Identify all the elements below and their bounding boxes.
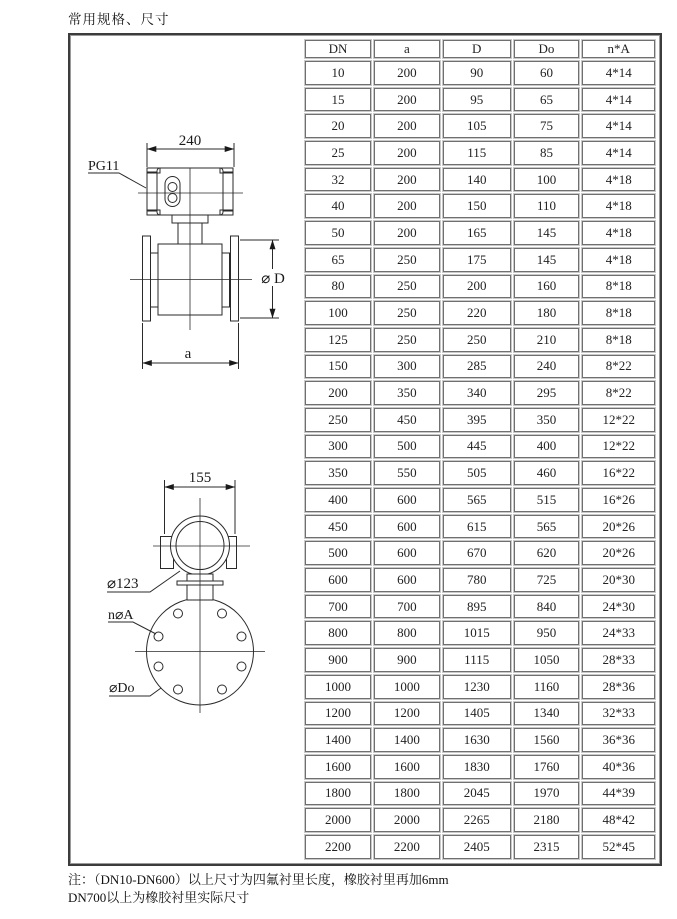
table-cell: 400 [305,488,371,512]
table-cell: 1200 [374,702,440,726]
table-row [305,835,655,859]
table-cell: 900 [305,648,371,672]
table-row [305,728,655,752]
note-line-2: DN700以上为橡胶衬里实际尺寸 [68,890,250,905]
table-row [305,435,655,459]
table-cell: 44*39 [582,782,655,806]
table-cell: 240 [514,355,580,379]
table-cell: 95 [443,88,511,112]
table-cell: 450 [374,408,440,432]
table-cell: 505 [443,461,511,485]
table-cell: 450 [305,515,371,539]
table-cell: 16*22 [582,461,655,485]
table-cell: 250 [374,275,440,299]
table-cell: 8*22 [582,381,655,405]
table-cell: 1400 [305,728,371,752]
table-cell: 2180 [514,808,580,832]
table-cell: 125 [305,328,371,352]
dim-155-label: 155 [188,470,212,486]
table-cell: 2045 [443,782,511,806]
table-cell: 250 [443,328,511,352]
pg11-label: PG11 [88,159,120,174]
table-cell: 200 [305,381,371,405]
table-cell: 600 [305,568,371,592]
table-cell: 500 [305,541,371,565]
table-cell: 1405 [443,702,511,726]
table-cell: 250 [305,408,371,432]
table-row [305,221,655,245]
table-cell: 145 [514,248,580,272]
table-cell: 220 [443,301,511,325]
table-cell: 110 [514,194,580,218]
dim-240-label: 240 [178,133,202,149]
table-cell: 4*18 [582,168,655,192]
header-a: a [374,40,440,58]
table-cell: 350 [374,381,440,405]
table-row [305,248,655,272]
table-cell: 565 [514,515,580,539]
table-cell: 900 [374,648,440,672]
table-row [305,461,655,485]
table-cell: 1340 [514,702,580,726]
table-cell: 15 [305,88,371,112]
table-cell: 75 [514,114,580,138]
table-cell: 1115 [443,648,511,672]
table-row [305,782,655,806]
table-cell: 32 [305,168,371,192]
diameter-d-label: ⌀ D [261,271,285,287]
table-row [305,194,655,218]
table-cell: 40 [305,194,371,218]
table-cell: 145 [514,221,580,245]
table-cell: 200 [374,194,440,218]
table-row [305,275,655,299]
table-row [305,621,655,645]
table-row [305,328,655,352]
table-cell: 4*14 [582,141,655,165]
table-cell: 1630 [443,728,511,752]
table-cell: 550 [374,461,440,485]
table-cell: 250 [374,248,440,272]
table-cell: 565 [443,488,511,512]
table-cell: 515 [514,488,580,512]
table-row [305,515,655,539]
table-cell: 12*22 [582,435,655,459]
table-cell: 100 [305,301,371,325]
table-cell: 200 [374,61,440,85]
table-cell: 2200 [374,835,440,859]
table-cell: 4*14 [582,88,655,112]
table-cell: 12*22 [582,408,655,432]
table-cell: 16*26 [582,488,655,512]
table-cell: 800 [374,621,440,645]
table-cell: 24*30 [582,595,655,619]
table-cell: 340 [443,381,511,405]
table-cell: 670 [443,541,511,565]
table-row [305,61,655,85]
table-cell: 250 [374,301,440,325]
table-cell: 180 [514,301,580,325]
table-cell: 1015 [443,621,511,645]
table-cell: 445 [443,435,511,459]
table-cell: 600 [374,488,440,512]
table-cell: 8*18 [582,301,655,325]
table-cell: 60 [514,61,580,85]
table-cell: 115 [443,141,511,165]
table-cell: 1800 [374,782,440,806]
table-cell: 1800 [305,782,371,806]
table-cell: 48*42 [582,808,655,832]
table-cell: 2265 [443,808,511,832]
table-cell: 780 [443,568,511,592]
table-cell: 800 [305,621,371,645]
table-cell: 460 [514,461,580,485]
table-cell: 600 [374,541,440,565]
table-cell: 140 [443,168,511,192]
table-cell: 28*36 [582,675,655,699]
header-dn: DN [305,40,371,58]
table-cell: 85 [514,141,580,165]
table-cell: 150 [443,194,511,218]
table-cell: 105 [443,114,511,138]
table-row [305,595,655,619]
table-row [305,88,655,112]
table-cell: 200 [374,88,440,112]
table-cell: 4*18 [582,248,655,272]
table-cell: 1970 [514,782,580,806]
table-row [305,675,655,699]
table-cell: 165 [443,221,511,245]
header-do: Do [514,40,580,58]
table-cell: 295 [514,381,580,405]
table-cell: 400 [514,435,580,459]
table-cell: 24*33 [582,621,655,645]
table-cell: 20 [305,114,371,138]
table-row [305,702,655,726]
table-cell: 600 [374,515,440,539]
table-cell: 620 [514,541,580,565]
header-na: n*A [582,40,655,58]
table-cell: 200 [374,141,440,165]
table-row [305,755,655,779]
table-row [305,488,655,512]
table-cell: 10 [305,61,371,85]
table-cell: 20*26 [582,515,655,539]
table-cell: 600 [374,568,440,592]
table-cell: 1160 [514,675,580,699]
table-cell: 1050 [514,648,580,672]
spec-table [302,37,658,862]
table-cell: 200 [443,275,511,299]
flange-dia-label: ⌀Do [109,681,135,696]
table-cell: 65 [305,248,371,272]
table-cell: 210 [514,328,580,352]
page-title: 常用规格、尺寸 [68,12,170,27]
table-cell: 285 [443,355,511,379]
table-cell: 175 [443,248,511,272]
table-cell: 300 [374,355,440,379]
table-cell: 1400 [374,728,440,752]
table-cell: 28*33 [582,648,655,672]
header-d: D [443,40,511,58]
table-cell: 2000 [374,808,440,832]
table-cell: 1830 [443,755,511,779]
spec-table-body [305,61,655,859]
table-cell: 500 [374,435,440,459]
table-cell: 395 [443,408,511,432]
table-row [305,541,655,565]
table-cell: 1230 [443,675,511,699]
table-cell: 8*22 [582,355,655,379]
table-cell: 4*18 [582,221,655,245]
table-cell: 200 [374,114,440,138]
table-row [305,168,655,192]
table-row [305,301,655,325]
table-cell: 65 [514,88,580,112]
table-cell: 90 [443,61,511,85]
table-cell: 1600 [305,755,371,779]
table-cell: 250 [374,328,440,352]
table-cell: 2200 [305,835,371,859]
table-cell: 200 [374,168,440,192]
table-cell: 4*14 [582,114,655,138]
table-cell: 350 [514,408,580,432]
table-cell: 2315 [514,835,580,859]
table-cell: 4*14 [582,61,655,85]
table-cell: 25 [305,141,371,165]
table-cell: 700 [374,595,440,619]
table-cell: 1200 [305,702,371,726]
table-cell: 150 [305,355,371,379]
table-cell: 2405 [443,835,511,859]
dia-123-label: ⌀123 [107,576,139,592]
table-cell: 4*18 [582,194,655,218]
table-cell: 1000 [374,675,440,699]
table-cell: 2000 [305,808,371,832]
spec-table-head [305,40,655,58]
table-cell: 895 [443,595,511,619]
table-cell: 50 [305,221,371,245]
table-cell: 20*26 [582,541,655,565]
table-cell: 700 [305,595,371,619]
table-cell: 300 [305,435,371,459]
table-row [305,648,655,672]
table-cell: 36*36 [582,728,655,752]
table-cell: 950 [514,621,580,645]
table-cell: 8*18 [582,275,655,299]
table-cell: 350 [305,461,371,485]
length-a-label: a [184,346,192,362]
note-line-1: 注：（DN10-DN600）以上尺寸为四氟衬里长度，橡胶衬里再加6mm [68,872,449,887]
table-row [305,568,655,592]
table-cell: 1000 [305,675,371,699]
table-row [305,141,655,165]
table-cell: 8*18 [582,328,655,352]
table-row [305,808,655,832]
table-cell: 1760 [514,755,580,779]
table-row [305,355,655,379]
table-cell: 725 [514,568,580,592]
figure-frame [68,33,662,866]
table-cell: 1600 [374,755,440,779]
table-cell: 20*30 [582,568,655,592]
table-row [305,114,655,138]
table-cell: 160 [514,275,580,299]
table-header-row [305,40,655,58]
table-cell: 80 [305,275,371,299]
table-cell: 615 [443,515,511,539]
table-cell: 52*45 [582,835,655,859]
table-cell: 200 [374,221,440,245]
table-row [305,408,655,432]
table-row [305,381,655,405]
table-cell: 840 [514,595,580,619]
table-cell: 32*33 [582,702,655,726]
table-cell: 100 [514,168,580,192]
table-cell: 1560 [514,728,580,752]
footnotes [68,871,449,907]
table-cell: 40*36 [582,755,655,779]
bolt-holes-label: n⌀A [108,608,134,623]
